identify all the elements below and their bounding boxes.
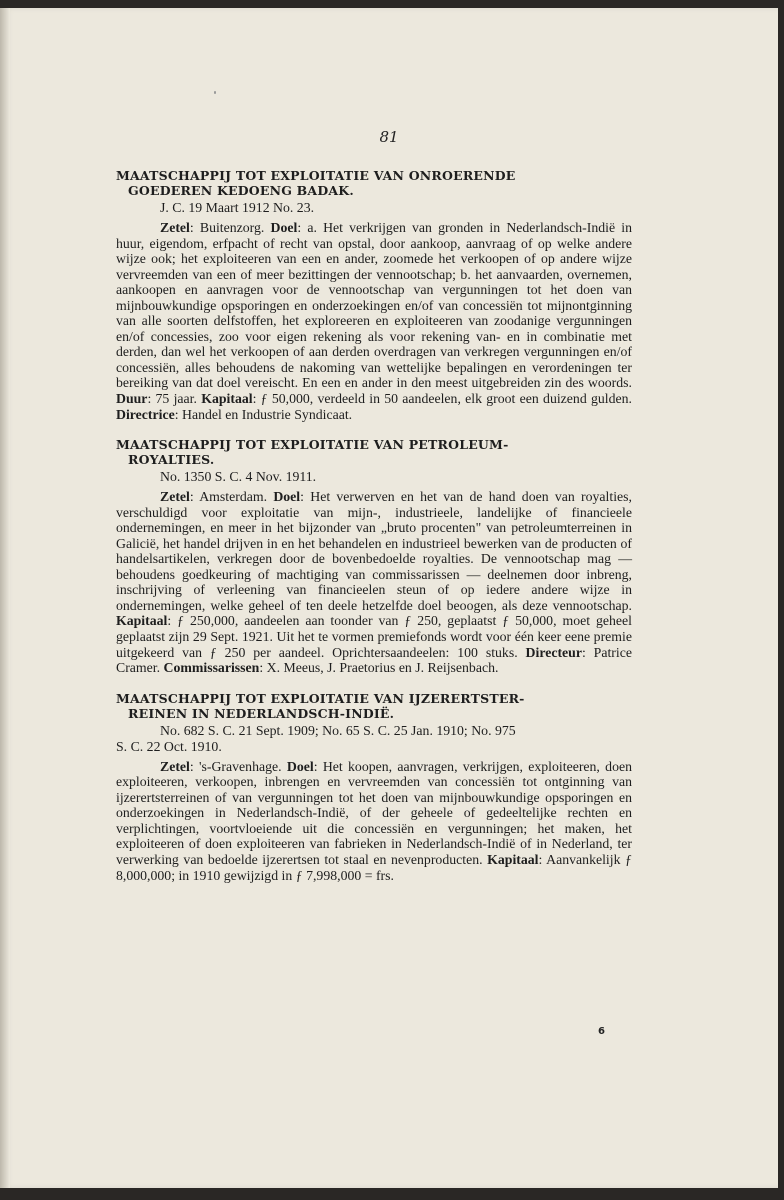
heading-line-2: REINEN IN NEDERLANDSCH-INDIË. [128, 705, 395, 721]
zetel-value: : Amsterdam. [189, 489, 268, 505]
paper-speck [214, 91, 216, 94]
zetel-value: : 's-Gravenhage. [189, 758, 282, 774]
registration-reference: J. C. 19 Maart 1912 No. 23. [160, 200, 315, 215]
kapitaal-text: : ƒ 250,000, aandeelen aan toonder van ƒ 250, geplaatst ƒ 50,000, moet geheel geplaatst zijn 29 Sept. 1921. Uit het te vormen premiefonds wordt voor één keer eene premie uitgekeerd van ƒ 250 per aandeel. Oprichtersaandeelen: 100 stuks. [116, 613, 632, 660]
book-page [0, 8, 778, 1188]
zetel-label: Zetel [160, 758, 190, 774]
zetel-label: Zetel [160, 220, 190, 235]
company-description [116, 489, 632, 676]
directeur-label: Directeur [525, 644, 582, 660]
doel-text: : Het verwerven en het van de hand doen van royalties, verschuldigd voor exploitatie van mijn-, industrieele, landelijke of financieele ondernemingen, en meer in het bijzonder van „bruto procenten" van petroleumterreinen in Galicië, het handel drijven in en het behandelen en industrieel bewerken van de producten of handelsartikelen, verkregen door de bovenbedoelde royalties. De vennootschap mag — behoudens goedkeuring of machtiging van commissarissen — deelnemen door inbreng, inschrijving of verleening van financieelen steun of op iedere andere wijze in ondernemingen, welke geheel of ten deele hetzelfde doel beoogen, als deze vennootschap. [116, 489, 633, 613]
commissarissen-label: Commissarissen [163, 660, 260, 676]
directrice-label: Directrice [116, 406, 175, 422]
company-entry-ijzerertsterreinen [116, 691, 632, 883]
kapitaal-label: Kapitaal [201, 391, 253, 407]
page-number: 81 [379, 128, 399, 146]
kapitaal-text: : Aanvankelijk ƒ 8,000,000; in 1910 gewijzigd in ƒ 7,998,000 = frs. [116, 851, 632, 883]
heading-line-1: MAATSCHAPPIJ TOT EXPLOITATIE VAN IJZERERTSTER- [116, 690, 525, 706]
doel-label: Doel [270, 220, 298, 235]
page-content [116, 168, 632, 898]
registration-reference: No. 1350 S. C. 4 Nov. 1911. [160, 469, 317, 485]
heading-line-1: MAATSCHAPPIJ TOT EXPLOITATIE VAN ONROERENDE [116, 168, 516, 183]
heading-line-2: ROYALTIES. [128, 452, 215, 468]
registration-reference-line-2: S. C. 22 Oct. 1910. [116, 738, 222, 754]
directrice-text: : Handel en Industrie Syndicaat. [174, 406, 353, 422]
directeur-text: : Patrice Cramer. [116, 644, 632, 676]
zetel-label: Zetel [160, 489, 190, 505]
company-entry-petroleum-royalties [116, 437, 632, 676]
commissarissen-text: : X. Meeus, J. Praetorius en J. Reijsenbach. [259, 660, 499, 676]
kapitaal-label: Kapitaal [487, 851, 539, 867]
page-gutter-shadow [0, 8, 10, 1188]
registration-reference-line-1: No. 682 S. C. 21 Sept. 1909; No. 65 S. C. 25 Jan. 1910; No. 975 [160, 722, 516, 738]
signature-mark: 6 [598, 1026, 605, 1037]
doel-label: Doel [286, 758, 314, 774]
heading-line-1: MAATSCHAPPIJ TOT EXPLOITATIE VAN PETROLEUM- [116, 437, 509, 453]
kapitaal-text: : ƒ 50,000, verdeeld in 50 aandeelen, elk groot een duizend gulden. [252, 391, 632, 407]
company-heading [116, 168, 632, 198]
duur-text: : 75 jaar. [147, 391, 197, 407]
company-description [116, 220, 632, 422]
doel-label: Doel [273, 489, 301, 505]
doel-text: : a. Het verkrijgen van gronden in Nederlandsch-Indië in huur, eigendom, erfpacht of recht van opstal, door aankoop, aanvraag of op welke andere wijze ook; het exploiteeren van een en ander, zoomede het verkoopen of op andere wijze vervreemden van een of meer bezittingen der vennootschap; b. het aanvaarden, overnemen, aankoopen en aanvragen voor de vennootschap van vergunningen tot het doen van mijnbouwkundige opsporingen en onderzoekingen en/of van concessiën tot mijnontginning van alle soorten delfstoffen, het exploreeren en exploiteeren van zoodanige vergunningen en/of concessies, zoo voor eigen rekening als voor rekening van- en in combinatie met derden, dan wel het verkoopen of aan derden overdragen van verkregen vergunningen en/of concessiën, alles behoudens de nakoming van wettelijke bepalingen en verordeningen ter bereiking van dat doel vereischt. En een en ander in den meest uitgebreiden zin des woords. [116, 220, 632, 391]
zetel-value: : Buitenzorg. [189, 220, 265, 235]
heading-line-2: GOEDEREN KEDOENG BADAK. [128, 183, 354, 198]
company-entry-kedoeng-badak [116, 168, 632, 422]
doel-text: : Het koopen, aanvragen, verkrijgen, exploiteeren, doen exploiteeren, verkoopen, inbrengen en vervreemden van concessiën tot ontginning van ijzerertsterreinen of van vergunningen tot het doen van mijnbouwkundige opsporingen en onderzoekingen in Nederlandsch-Indië, of der geheele of gedeeltelijke rechten en verplichtingen, voortvloeiende uit die concessiën en vergunningen; het maken, het exploiteeren of doen exploiteeren van fabrieken in Nederlandsch-Indië of in Nederland, ter verwerking van bedoelde ijzerertsen tot staal en nevenproducten. [116, 758, 632, 867]
company-description [116, 759, 632, 883]
company-heading [116, 691, 632, 721]
kapitaal-label: Kapitaal [116, 613, 168, 629]
company-heading [116, 437, 632, 467]
duur-label: Duur [116, 391, 148, 407]
